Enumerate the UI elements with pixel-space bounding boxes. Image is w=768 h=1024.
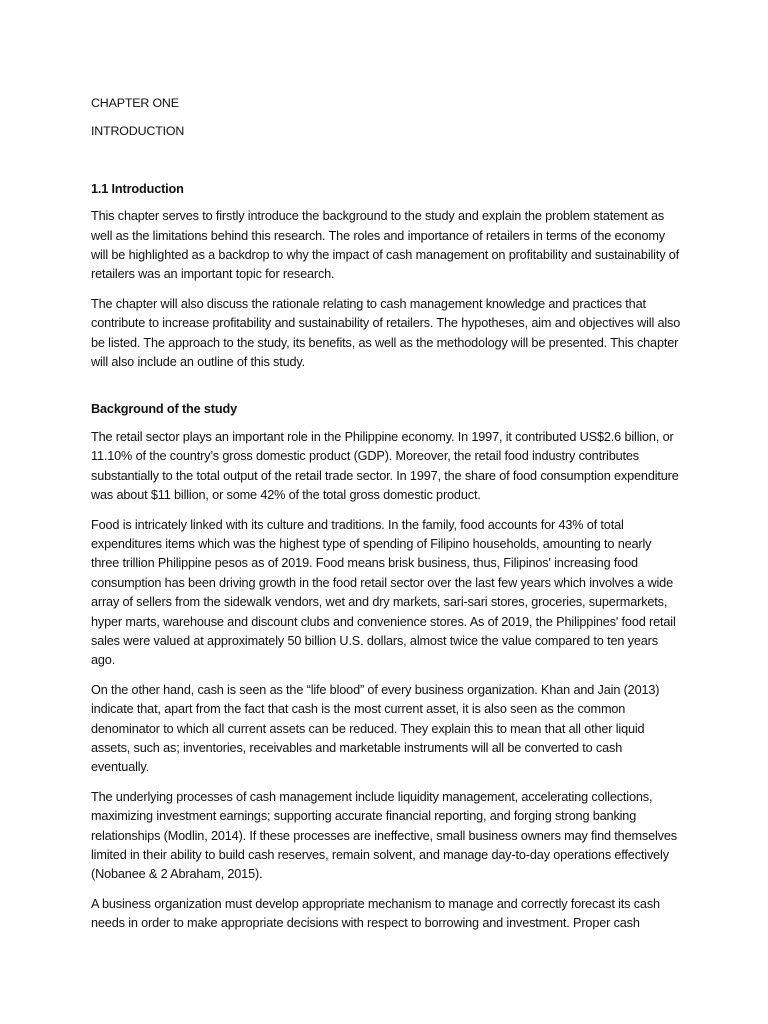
section-heading: 1.1 Introduction xyxy=(91,181,184,196)
document-body xyxy=(91,94,681,934)
paragraph: A business organization must develop appropriate mechanism to manage and correctly forecast its cash needs in order to make appropriate decisions with respect to borrowing and investment. Proper cash xyxy=(91,896,660,931)
paragraph: The retail sector plays an important role in the Philippine economy. In 1997, it contributed US$2.6 billion, or 11.10% of the country’s gross domestic product (GDP). Moreover, the retail food industry contributes substantially to the total output of the retail trade sector. In 1997, the share of food consumption expenditure was about $11 billion, or some 42% of the total gross domestic product. xyxy=(91,429,679,503)
paragraph: This chapter serves to firstly introduce the background to the study and explain the problem statement as well as the limitations behind this research. The roles and importance of retailers in terms of the economy will be highlighted as a backdrop to why the impact of cash management on profitability and sustainability of retailers was an important topic for research. xyxy=(91,209,680,282)
paragraph: On the other hand, cash is seen as the “life blood” of every business organization. Khan and Jain (2013) indicate that, apart from the fact that cash is the most current asset, it is also seen as the common denominator to which all current assets can be reduced. They explain this to mean that all other liquid assets, such as; inventories, receivables and marketable instruments will all be converted to cash eventually. xyxy=(91,682,660,775)
paragraph: The chapter will also discuss the rationale relating to cash management knowledge and practices that contribute to increase profitability and sustainability of retailers. The hypotheses, aim and objectives will also be listed. The approach to the study, its benefits, as well as the methodology will be presented. This chapter will also include an outline of this study. xyxy=(91,296,681,370)
section-introduction xyxy=(91,180,681,373)
chapter-title: INTRODUCTION xyxy=(91,124,185,139)
paragraph: The underlying processes of cash management include liquidity management, accelerating collections, maximizing investment earnings; supporting accurate financial reporting, and forging strong banking relationships (Modlin, 2014). If these processes are ineffective, small business owners may find themselves limited in their ability to build cash reserves, remain solvent, and manage day-to-day operations effectively (Nobanee & 2 Abraham, 2015). xyxy=(91,789,677,882)
paragraph: Food is intricately linked with its culture and traditions. In the family, food accounts for 43% of total expenditures items which was the highest type of spending of Filipino households, amounting to nearly three trillion Philippine pesos as of 2019. Food means brisk business, thus, Filipinos' increasing food consumption has been driving growth in the food retail sector over the last few years which involves a wide array of sellers from the sidewalk vendors, wet and dry markets, sari-sari stores, groceries, supermarkets, hyper marts, warehouse and discount clubs and convenience stores. As of 2019, the Philippines' food retail sales were valued at approximately 50 billion U.S. dollars, almost twice the value compared to ten years ago. xyxy=(91,517,676,668)
chapter-label: CHAPTER ONE xyxy=(91,96,179,110)
section-heading: Background of the study xyxy=(91,402,237,417)
section-background xyxy=(91,400,681,933)
